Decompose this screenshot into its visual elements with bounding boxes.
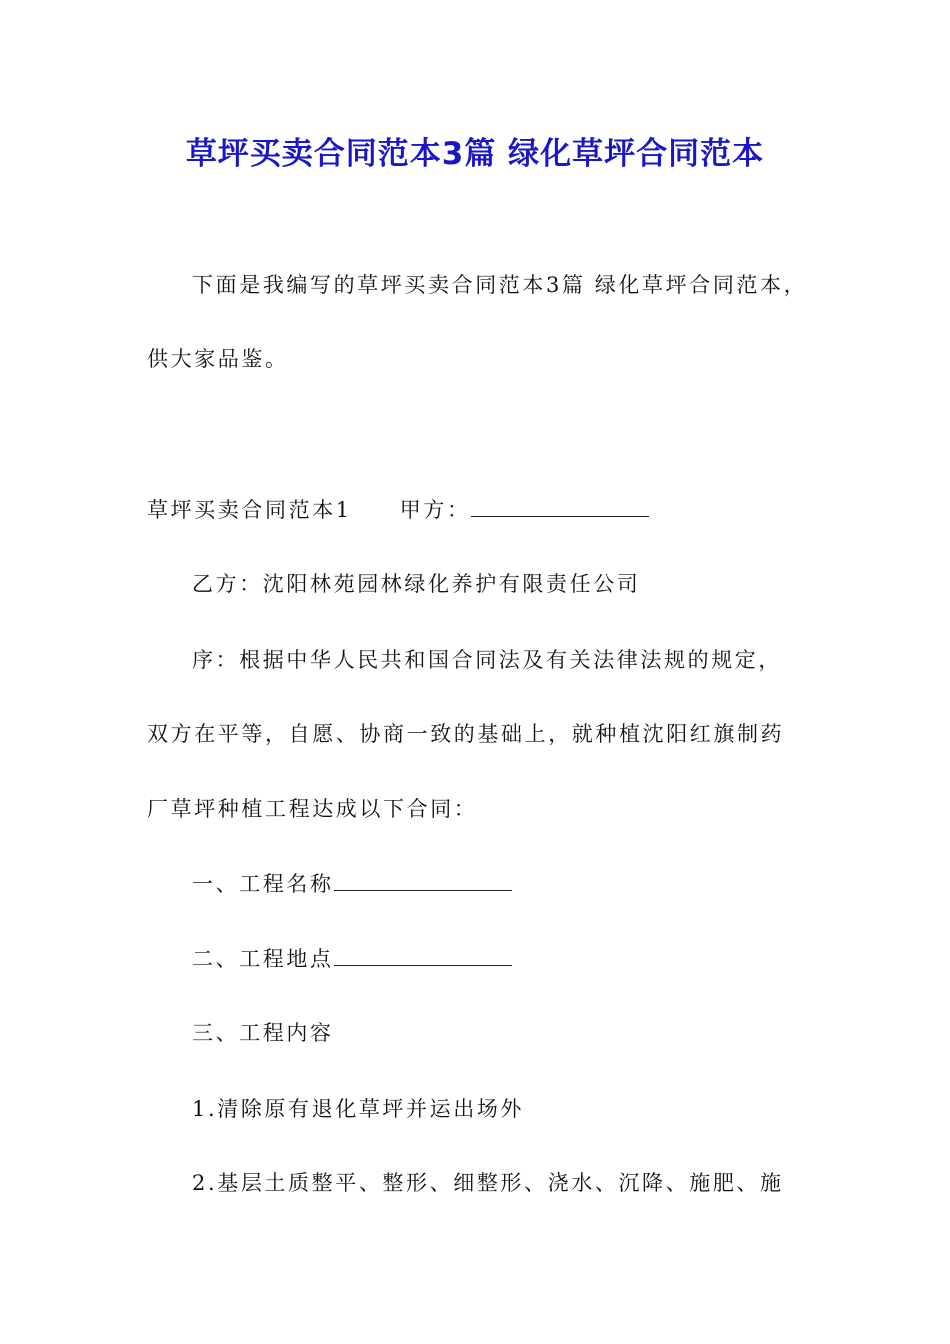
document-title: 草坪买卖合同范本3篇 绿化草坪合同范本 — [185, 136, 765, 172]
project-location-blank — [334, 945, 512, 966]
item-project-location-label: 二、工程地点 — [192, 947, 334, 971]
contract-heading: 草坪买卖合同范本1 — [147, 498, 352, 522]
party-a-label: 甲方： — [399, 498, 471, 522]
item-project-location — [192, 944, 512, 974]
sub-item-1: 1.清除原有退化草坪并运出场外 — [192, 1097, 525, 1121]
sub-item-2: 2.基层土质整平、整形、细整形、浇水、沉降、施肥、施 — [192, 1171, 784, 1195]
item-project-name-label: 一、工程名称 — [192, 872, 334, 896]
party-a-blank — [471, 496, 649, 517]
item-project-name — [192, 869, 512, 899]
intro-line-2: 供大家品鉴。 — [147, 347, 289, 371]
party-b-line: 乙方：沈阳林苑园林绿化养护有限责任公司 — [192, 572, 641, 596]
preamble-line-1: 序：根据中华人民共和国合同法及有关法律法规的规定， — [192, 648, 782, 672]
intro-line-1: 下面是我编写的草坪买卖合同范本3篇 绿化草坪合同范本， — [192, 273, 808, 297]
contract-heading-row — [147, 495, 649, 525]
project-name-blank — [334, 870, 512, 891]
item-project-content: 三、工程内容 — [192, 1021, 334, 1045]
preamble-line-3: 厂草坪种植工程达成以下合同： — [147, 797, 478, 821]
preamble-line-2: 双方在平等，自愿、协商一致的基础上，就种植沈阳红旗制药 — [147, 722, 785, 746]
